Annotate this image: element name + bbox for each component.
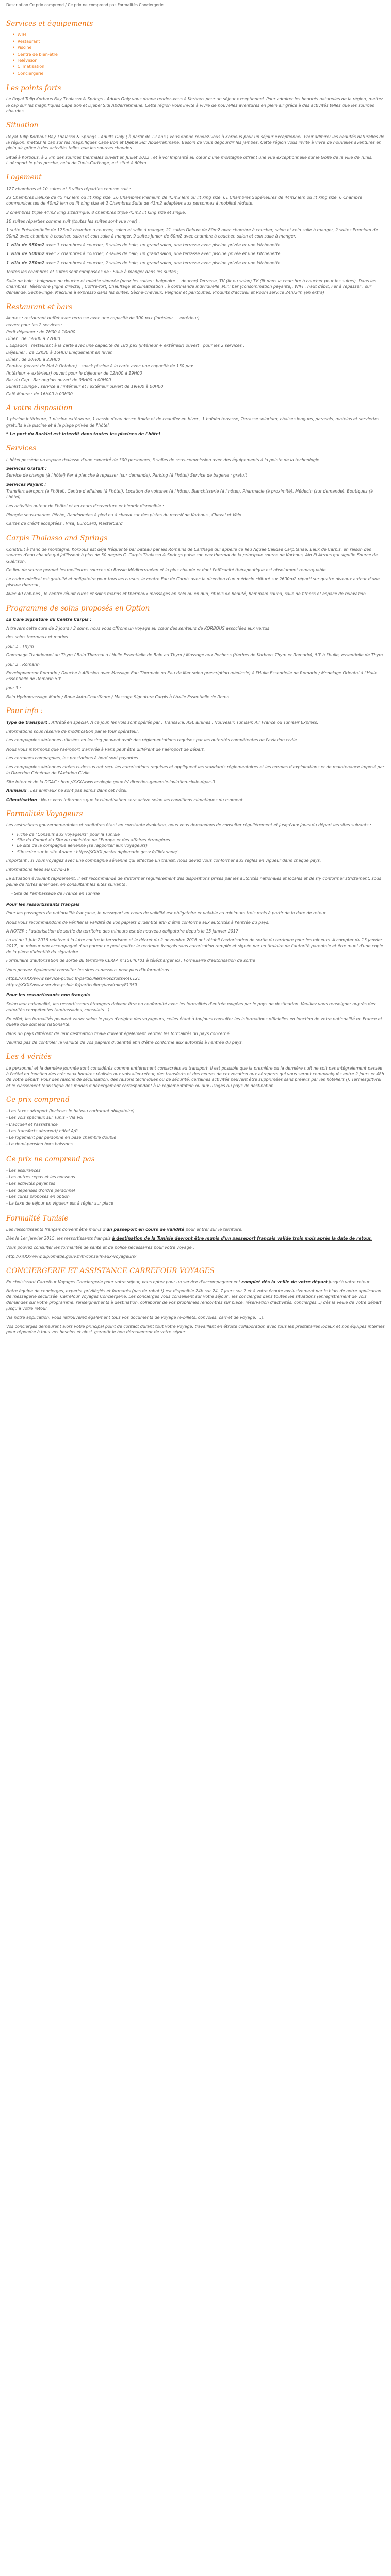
logement-p2: 23 Chambres Deluxe de 45 m2 lem ou lit king size, 16 Chambres Premium de 45m2 lem ou lit king size, 61 Chambres Supérieures de 44m2 lem ou lit king size, 6 Chambre communicantes de 40m2 lem ou lit king size et 2 Chambres Suite de 43m2 adaptées aux personnes à mobilité réduite. [6, 195, 362, 206]
logement-p1: 127 chambres et 10 suites et 3 villas réparties comme suit : [6, 186, 131, 191]
logement-title: Logement [6, 173, 42, 182]
villa-size: 1 villa de 950m2 [6, 243, 45, 248]
formalites-p2: Important : si vous voyagez avec une compagnie aérienne qui effectue un transit, nous devez vous conformer aux règles en vigueur dans chaque pays. [6, 858, 321, 863]
points-text: Le Royal Tulip Korbous Bay Thalasso & Springs - Adults Only vous donne rendez-vous à Korbous pour un séjour exceptionnel. Pour admirer les beautés naturelles de la région, mettez le cap sur les magnifiques Cape Bon et Djebel Sidi Abderrahmane. Cette région vous invite à vivre de nouvelles aventures en plein air grâce à des activités telles que les sources chaudes. [6, 97, 383, 114]
formalites-p11: Vous pouvez également consulter les sites ci-dessous pour plus d'informations : [6, 967, 172, 972]
restaurant-line: Anmes : restaurant buffet avec terrasse avec une capacité de 300 pax (intérieur + extérieur) [6, 315, 200, 320]
formalites-p1: Les restrictions gouvernementales et sanitaires étant en constante évolution, nous vous demandons de consulter régulièrement et jusqu'aux jours du départ les sites suivants : [6, 823, 371, 828]
servicesb-p2: Service de change (à l'hôtel) Fer à planche à repasser (sur demande), Parking (à l'hôtel) Service de bagerie : gratuit [6, 473, 247, 478]
prix-item: - Les transferts aéroport/ hôtel A/R [6, 1128, 78, 1133]
logement-p3: 3 chambres triple 44m2 king size/single, 8 chambres triple 45m2 lit king size et single, [6, 210, 186, 215]
tunisie-title: Formalité Tunisie [6, 1214, 69, 1223]
formalites-url[interactable]: https://XXXX/www.service-public.fr/particuliers/vosdroits/R46121 [6, 976, 140, 981]
info-text: : Affrété en spécial. À ce jour, les vols sont opérés par : Transavia, ASL airlines , Nouvelair, Tunisair, Air France ou Tunisair Express. [47, 720, 319, 725]
top-note: Description Ce prix comprend / Ce prix ne comprend pas Formalités Conciergerie [6, 3, 164, 7]
villa-desc: avec 2 chambres à coucher, 2 salles de bain, un grand salon, une terrasse avec piscine privée et une kitchenette. [44, 251, 282, 257]
formalites-p7: Nous vous recommandons de vérifier la validité de vos papiers d'identité afin d'être conforme aux autorités à l'entrée du pays. [6, 920, 270, 925]
situation-title: Situation [6, 121, 39, 130]
situation-p1: Royal Tulip Korbous Bay Thalasso & Springs - Adults Only ( à partir de 12 ans ) vous donne rendez-vous à Korbous pour un séjour exceptionnel. Pour admirer les beautés naturelles de la région, mettez le cap sur les magnifiques Cape Bon et Djebel Sidi Abderrahmane. Besoin de vous dégourdir les jambes, Cette région vous invite à vivre de nouvelles aventures en plein air grâce à des activités telles que les sources chaudes.. [6, 134, 385, 151]
formalites-list [6, 832, 385, 855]
prix-item: - Les autres repas et les boissons [6, 1174, 75, 1179]
restaurant-line: L'Espadon : restaurant à la carte avec une capacité de 180 pax (intérieur + extérieur) ouvert : pour les 2 services : [6, 343, 245, 348]
conciergerie-text: En choisissant Carrefour Voyages Conciergerie pour votre séjour, vous optez pour un service d'accompagnement [6, 1279, 242, 1284]
services-list [6, 32, 385, 77]
services-title: Services et équipements [6, 20, 93, 28]
servicesb-h1: Services Gratuit : [6, 466, 47, 471]
prix-item: - Les taxes aéroport (incluses le bateau carburant obligatoire) [6, 1109, 135, 1114]
restaurant-line: Zembra (ouvert de Mai à Octobre) : snack piscine à la carte avec une capacité de 150 pax [6, 364, 193, 369]
formalites-p15: En effet, les formalités peuvent varier selon le pays d'origine des voyageurs, celles étant à toujours consulter les informations officielles en fonction de votre nationalité en France et quelle que soit leur nationalité. [6, 1016, 382, 1027]
info-animaux [6, 788, 385, 793]
formalites-link[interactable]: • S'inscrire sur le site Ariane : https://XXXX.pastel.diplomatie.gouv.fr/fildariane/ [11, 849, 385, 855]
disposition-p2: * Le port du Burkini est interdit dans toutes les piscines de l'hôtel [6, 432, 160, 437]
info-text: : Les animaux ne sont pas admis dans cet hôtel. [26, 788, 128, 793]
logement-villa-3 [6, 260, 385, 266]
restaurant-line: Bar du Cap : Bar anglais ouvert de 08H00 à 00H00 [6, 378, 111, 383]
servicesb-p6: Cartes de crédit acceptées : Visa, EuroCard, MasterCard [6, 521, 123, 527]
restaurant-line: (intérieur + extérieur) ouvert pour le déjeuner de 12H00 à 19H00 [6, 370, 142, 376]
points-title: Les points forts [6, 84, 61, 93]
info-p5: Les certaines compagnies, les prestations à bord sont payantes. [6, 755, 140, 760]
prix-item: - Les dépenses d'ordre personnel [6, 1188, 75, 1193]
formalites-link[interactable]: • Fiche de "Conseils aux voyageurs" pour la Tunisie [11, 832, 385, 837]
info-transport [6, 720, 385, 725]
logement-villa-2 [6, 251, 385, 257]
prix-item: - Les activités payantes [6, 1181, 55, 1186]
servicesb-title: Services [6, 444, 37, 453]
conciergerie-title: CONCIERGERIE ET ASSISTANCE CARREFOUR VOYAGES [6, 1266, 215, 1275]
tunisie-text: pour entrer sur le territoire. [184, 1227, 243, 1232]
prix-non-title: Ce prix ne comprend pas [6, 1155, 95, 1163]
restaurant-line: Café Maure : de 16H00 à 00H00 [6, 391, 73, 396]
restaurant-list [6, 315, 385, 397]
restaurant-line: Sunlist Lounge : service à l'intérieur et l'extérieur ouvert de 19H00 à 00H00 [6, 384, 164, 389]
restaurant-line: Petit déjeuner : de 7H00 à 10H00 [6, 329, 76, 334]
programme-day-title: Jour 2 : Romarin [6, 662, 40, 667]
conciergerie-text: jusqu'à votre retour. [327, 1279, 371, 1284]
tunisie-url[interactable]: http://XXXX/www.diplomatie.gouv.fr/fr/conseils-aux-voyageurs/ [6, 1254, 137, 1259]
programme-day-text: Gommage Traditionnel au Thym / Bain Thermal à l'Huile Essentielle de Bain au Thym / Massage aux Pochons (Herbes de Korbous Thym et Romarin), 50' à l'huile, essentielle de Thym [6, 653, 383, 658]
prix-item: - La taxe de séjour en vigueur est à régler sur place [6, 1201, 113, 1206]
prix-item: - Les cures proposés en option [6, 1194, 70, 1199]
conciergerie-emph: complet dès la veille de votre départ [241, 1279, 328, 1284]
prix-item: - Les assurances [6, 1168, 41, 1173]
service-item: • WIFI [12, 32, 385, 38]
logement-p9: Toutes les chambres et suites sont composées de : Salle à manger dans les suites ; [6, 269, 179, 275]
formalites-p4: La situation évoluant rapidement, il est recommandé de s'informer régulièrement des dispositions prises par les autorités nationales et locales et de s'y conformer strictement, sous peine de fortes amendes, en consultant les sites suivants : [6, 876, 381, 887]
servicesb-h2: Services Payant : [6, 482, 46, 487]
service-item: • Télévision [12, 58, 385, 64]
logement-villa-1 [6, 242, 385, 248]
info-text: : Nous vous informons que la climatisation sera active selon les conditions climatiques du moment. [37, 797, 244, 802]
info-label: Animaux [6, 788, 27, 793]
servicesb-p5: Plongée sous-marine, Pêche, Randonnées à pied ou à cheval sur des pistes du massif de Korbous , Cheval et Vélo [6, 513, 241, 518]
tunisie-emph: un passeport en cours de validité [106, 1227, 185, 1232]
conciergerie-p1 [6, 1279, 385, 1285]
tunisie-emph: à destination de la Tunisie devront être munis d'un passeport français valide trois mois après la date de retour. [112, 1236, 372, 1241]
programme-day-text: Enveloppement Romarin / Douche à Affusion avec Massage Eau Thermale ou Eau de Mer selon prescription médicale) à l'Huile Essentielle de Romarin / Modelage Oriental à l'Huile Essentielle de Romarin 50' [6, 670, 378, 682]
formalites-p6: Pour les passagers de nationalité française, le passeport en cours de validité est obligatoire et valable au minimum trois mois à partir de la date de retour. [6, 911, 327, 916]
tunisie-p2 [6, 1235, 385, 1241]
servicesb-p1: L'hôtel possède un espace thalasso d'une capacité de 300 personnes, 3 salles de sous-commission avec des équipements à la pointe de la technologie. [6, 457, 321, 462]
restaurant-title: Restaurant et bars [6, 302, 72, 311]
prix-comprend-list [6, 1108, 385, 1148]
logement-p4: 10 suites réparties comme suit (toutes les suites sont vue mer) : [6, 219, 140, 224]
restaurant-line: Déjeuner : de 12h30 à 16H00 uniquement en hiver, [6, 350, 113, 355]
situation-p2: Situé à Korbous, à 2 km des sources thermales ouvert en Juillet 2022 , et à vol Implanté au cœur d'une montagne offrant une vue exceptionnelle sur le Golfe de la ville de Tunis. L'aéroport le plus proche, celui de Tunis-Carthage, est situé à 60km. [6, 155, 373, 166]
villa-desc: avec 3 chambres à coucher, 3 salles de bain, un grand salon, une terrasse avec piscine privée et une kitchenette. [44, 243, 282, 248]
service-item: • Piscine [12, 45, 385, 51]
disposition-p1: 1 piscine intérieure, 1 piscine extérieure, 1 bassin d'eau douce froide et de chauffer en hiver , 1 balnéo terrasse, Terrasse solarium, chaises longues, parasols, matelas et serviettes gratuits à la piscine et à la plage privée de l'hôtel. [6, 417, 380, 428]
conciergerie-p2: Notre équipe de concierges, experts, privilégiés et formatés (pas de robot !) est disponible 24h sur 24, 7 jours sur 7 et à votre écoute exclusivement par la biais de notre application de messagerie sécurisée. Carrefour Voyages Conciergerie. Les concierges vous conseillent sur votre séjour : les concierges dans toutes les situations (enregistrement de vols, demandes sur votre programme, renseignements à destination, collaborer de vos problèmes rencontrés sur place, réservation d'activités, concierges...) dès la veille de votre départ jusqu'à votre retour. [6, 1289, 382, 1311]
prix-item: - Les vols spéciaux sur Tunis - Via Vol [6, 1115, 84, 1120]
formalites-link[interactable]: • Site du Comité du Site du ministère de l'Europe et des affaires étrangères [11, 837, 385, 843]
prix-non-list [6, 1167, 385, 1207]
programme-title: Programme de soins proposés en Option [6, 604, 150, 613]
etoiles-p1: Le personnel et la dernière journée sont considérés comme entièrement consacrées au transport. Il est possible que la première ou la dernière nuit ne soit pas intégralement passée à l'hôtel en fonction des créneaux horaires réalisés aux vols aller-retour, des transferts et des heures de convocation aux aéroports qui vous seront communiqués entre 2 jours et 48h de votre départ. Pour des raisons de sécurisation, des raisons techniques ou de sécurité, certaines activités peuvent être supprimées sans préavis par les hôteliers (). Termesgiftvrel et le classement touristique des modes d'hébergement correspondant à la réglementation ou aux usages du pays de destination. [6, 1065, 384, 1088]
formalites-p14: Selon leur nationalité, les ressortissants étrangers doivent être en conformité avec les formalités d'entrée exigées par le pays de destination. Veuillez vous renseigner auprès des autorités compétentes (ambassades, consulats...). [6, 1002, 376, 1012]
service-item: • Conciergerie [12, 71, 385, 77]
info-p2: Informations sous réserve de modification par le tour opérateur. [6, 728, 139, 734]
thalasso-title: Carpis Thalasso and Springs [6, 534, 108, 543]
info-label: Type de transport [6, 720, 47, 725]
programme-p1: A travers cette cure de 3 jours / 3 soins, nous vous offrons un voyage au cœur des senteurs de KORBOUS associées aux vertus [6, 626, 270, 631]
info-p6: Les compagnies aériennes citées ci-dessus ont reçu les autorisations requises et appliquent les standards réglementaires et les normes d'exploitations et de maintenance imposé par la Direction Générale de l'Aviation Civile. [6, 765, 384, 775]
info-p4: Nous vous informons que l'aéroport d'arrivée à Paris peut être différent de l'aéroport de départ. [6, 747, 205, 752]
info-p7: Site internet de la DGAC : http://XXX/www.ecologie.gouv.fr/ direction-generale-laviation-civile-dgac-0 [6, 779, 215, 785]
formalites-p9: La loi du 3 juin 2016 relative à la lutte contre le terrorisme et le décret du 2 novembre 2016 ont rétabli l'autorisation de sortie du territoire pour les mineurs. A compter du 15 janvier 2017, un mineur non accompagné d'un parent ne peut quitter le territoire français sans autorisation remplie et signée par un titulaire de l'autorité parentale et être muni d'une copie de la pièce d'identité du signataire. [6, 938, 383, 955]
programme-p2: des soins thermaux et marins [6, 635, 68, 640]
formalites-p10: Formulaire d'autorisation de sortie du territoire CERFA n°15646*01 à télécharger ici : Formulaire d'autorisation de sortie [6, 958, 255, 963]
thalasso-p3: Le cadre médical est gratuité et obligatoire pour tous les cursus, le centre Eau de Carpis avec la direction d'un médecin clôturé sur 2600m2 réparti sur quatre niveaux autour d'une piscine thermal , [6, 577, 380, 587]
programme-day-title: Jour 3 : [6, 685, 21, 690]
restaurant-line: Dîner : de 20H00 à 23H00 [6, 357, 60, 362]
formalites-ambassade-link[interactable]: - Site de l'ambassade de France en Tunisie [11, 891, 100, 896]
disposition-title: A votre disposition [6, 404, 73, 413]
thalasso-p1: Construit à flanc de montagne, Korbous est déjà fréquenté par bateau par les Romains de Carthage qui appelle ce lieu Aquae Calidae Carpitanae, Eaux de Carpis, en raison des sources d'eau chaude qui jaillissent à plus de 50 degrés C. Carpis Thalasso & Springs puise son eau thermal de la principale source de Korbous, Ain El Atrous qui signifie Source de Guérison. [6, 547, 378, 564]
etoiles-title: Les 4 vérités [6, 1053, 52, 1061]
programme-day-title: Jour 1 : Thym [6, 643, 34, 649]
restaurant-line: ouvert pour les 2 services : [6, 323, 63, 328]
tunisie-text: Dès le 1er janvier 2015, les ressortissants français [6, 1236, 112, 1241]
logement-p10: Salle de bain : baignoire ou douche et toilette séparée (pour les suites : baignoire + douche) Terrasse, TV (lit ou salon) TV (lit dans la chambre à coucher pour les suites). Dans les chambres: Téléphone (ligne directe) , Coffre-fort, Chauffage et climatisation : à commande individuelle ,Mini bar (consommation payante), WIFI : haut débit, Fer à repasser : sur demande, Sèche-linge, Machine à expresso dans les suites, Sèche-cheveux, Peignoir et pantoufles, Produits d'accueil et Room service 24h/24h (en extra) [6, 278, 377, 295]
formalites-title: Formalités Voyageurs [6, 810, 83, 819]
formalites-p17: Veuillez pas de contrôler la validité de vos papiers d'identité afin d'être conforme aux autorités à l'entrée du pays. [6, 1040, 243, 1045]
servicesb-p3: Transfert aéroport (à l'hôtel), Centre d'affaires (à l'hôtel), Location de voitures (à l'hôtel), Blanchisserie (à l'hôtel), Pharmacie (à proximité), Médecin (sur demande), Boutiques (à l'hôtel). [6, 489, 373, 500]
tunisie-p3: Vous pouvez consulter les formalités de santé et de police nécessaires pour votre voyage : [6, 1245, 194, 1250]
servicesb-p4: Les activités autour de l'hôtel et en cours d'ouverture et bientôt disponible : [6, 503, 164, 509]
prix-item: - L'accueil et l'assistance [6, 1122, 58, 1127]
thalasso-p4: Avec 40 cabines , le centre réunit cures et soins marins et thermaux massages en solo ou en duo, rituels de beauté, hammam sauna, salle de fitness et espace de relaxation [6, 591, 366, 597]
villa-size: 1 villa de 250m2 [6, 260, 45, 265]
prix-item: - Le logement par personne en base chambre double [6, 1135, 117, 1140]
villa-desc: avec 2 chambres à coucher, 2 salles de bain, un grand salon, une terrasse avec piscine privée et une kitchenette. [44, 260, 282, 265]
prix-comprend-title: Ce prix comprend [6, 1095, 70, 1104]
service-item: • Centre de bien-être [12, 52, 385, 58]
service-item: • Climatisation [12, 64, 385, 70]
formalites-h2: Pour les ressortissants non français [6, 992, 90, 997]
thalasso-p2: Ce lieu de source permet les meilleures sources du Bassin Méditerranéen et la plus chaude et dont l'efficacité thérapeutique est absolument remarquable. [6, 568, 328, 573]
formalites-p16: dans un pays différent de leur destination finale doivent également vérifier les formalités du pays concerné. [6, 1031, 231, 1036]
info-clim [6, 797, 385, 803]
service-item: • Restaurant [12, 39, 385, 45]
logement-p5: 1 suite Présidentielle de 175m2 chambre à coucher, salon et salle à manger, 21 suites Deluxe de 80m2 avec chambre à coucher, salon et coin salle à manger, 2 suites Premium de 90m2 avec chambre à coucher, salon et coin salle à manger, 9 suites Junior de 60m2 avec chambre à coucher, salon et coin salle à manger. [6, 228, 378, 239]
programme-heading: La Cure Signature du Centre Carpis : [6, 617, 92, 622]
info-label: Climatisation [6, 797, 37, 802]
formalites-p8: A NOTER : l'autorisation de sortie du territoire des mineurs est de nouveau obligatoire depuis le 15 janvier 2017 [6, 928, 239, 934]
info-p3: Les compagnies aériennes utilisées en leasing peuvent avoir des réglementations requises par les autorités compétentes de l'aviation civile. [6, 738, 298, 743]
programme-day-text: Bain Hydromassage Marin / Roue Auto-Chauffante / Massage Signature Carpis à l'Huile Essentielle de Roma [6, 694, 230, 699]
conciergerie-p4: Vos concierges demeurent alors votre principal point de contact durant tout votre voyage, travaillant en étroite collaboration avec tous les prestataires locaux et nos équipes internes pour répondre à tous vos besoins et ainsi, garantir le bon déroulement de votre séjour. [6, 1324, 385, 1335]
info-title: Pour info : [6, 707, 43, 716]
tunisie-p1 [6, 1227, 385, 1232]
conciergerie-p3: Via notre application, vous retrouverez également tous vos documents de voyage (e-billets, convoles, carnet de voyage, ...). [6, 1315, 265, 1320]
prix-item: - Le demi-pension hors boissons [6, 1142, 73, 1147]
formalites-url[interactable]: https://XXXX/www.service-public.fr/particuliers/vosdroits/F1359 [6, 982, 137, 988]
formalites-link[interactable]: • Le site de la compagnie aérienne (se rapporter aux voyageurs) [11, 843, 385, 849]
restaurant-line: Dîner : de 19H00 à 22H00 [6, 336, 60, 341]
formalites-h1: Pour les ressortissants français [6, 902, 80, 907]
formalites-p3: Informations liées au Covid-19 : [6, 867, 72, 872]
villa-size: 1 villa de 500m2 [6, 251, 45, 257]
tunisie-text: Les ressortissants français doivent être munis d' [6, 1227, 107, 1232]
